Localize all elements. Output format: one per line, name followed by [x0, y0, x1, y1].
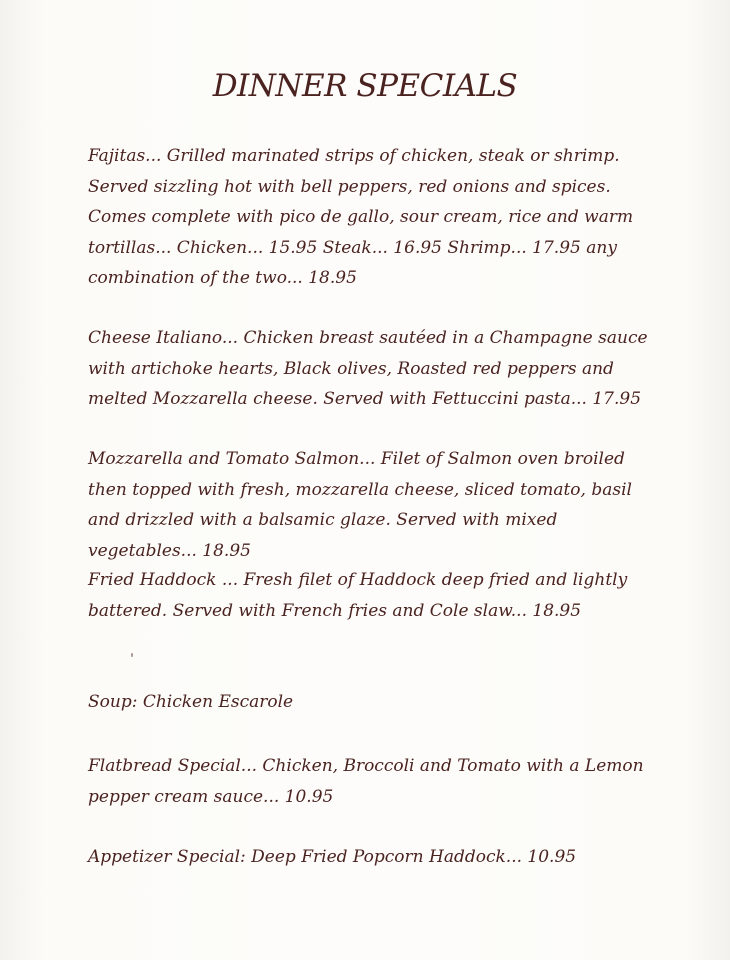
menu-item-soup: Soup: Chicken Escarole	[88, 692, 294, 712]
menu-item-appetizer-special: Appetizer Special: Deep Fried Popcorn Haddock... 10.95	[88, 847, 577, 867]
menu-item-fajitas: Fajitas... Grilled marinated strips of chicken, steak or shrimp. Served sizzling hot with bell peppers, red onions and spices. Comes complete with pico de gallo, sour cream, rice and warm tortillas... Chicken... 15.95 Steak... 16.95 Shrimp... 17.95 any combination of the two... 18.95	[88, 146, 634, 288]
paper-speck	[131, 653, 133, 657]
menu-item-fried-haddock: Fried Haddock ... Fresh filet of Haddock deep fried and lightly battered. Served with French fries and Cole slaw... 18.95	[88, 570, 628, 621]
menu-item-flatbread-special: Flatbread Special... Chicken, Broccoli and Tomato with a Lemon pepper cream sauce... 10.95	[88, 756, 644, 807]
page-title: DINNER SPECIALS	[212, 68, 518, 104]
menu-item-cheese-italiano: Cheese Italiano... Chicken breast sautéed in a Champagne sauce with artichoke hearts, Black olives, Roasted red peppers and melted Mozzarella cheese. Served with Fettuccini pasta... 17.95	[88, 328, 648, 409]
menu-item-mozzarella-tomato-salmon: Mozzarella and Tomato Salmon... Filet of Salmon oven broiled then topped with fresh, mozzarella cheese, sliced tomato, basil and drizzled with a balsamic glaze. Served with mixed vegetables... 18.95	[88, 449, 632, 561]
